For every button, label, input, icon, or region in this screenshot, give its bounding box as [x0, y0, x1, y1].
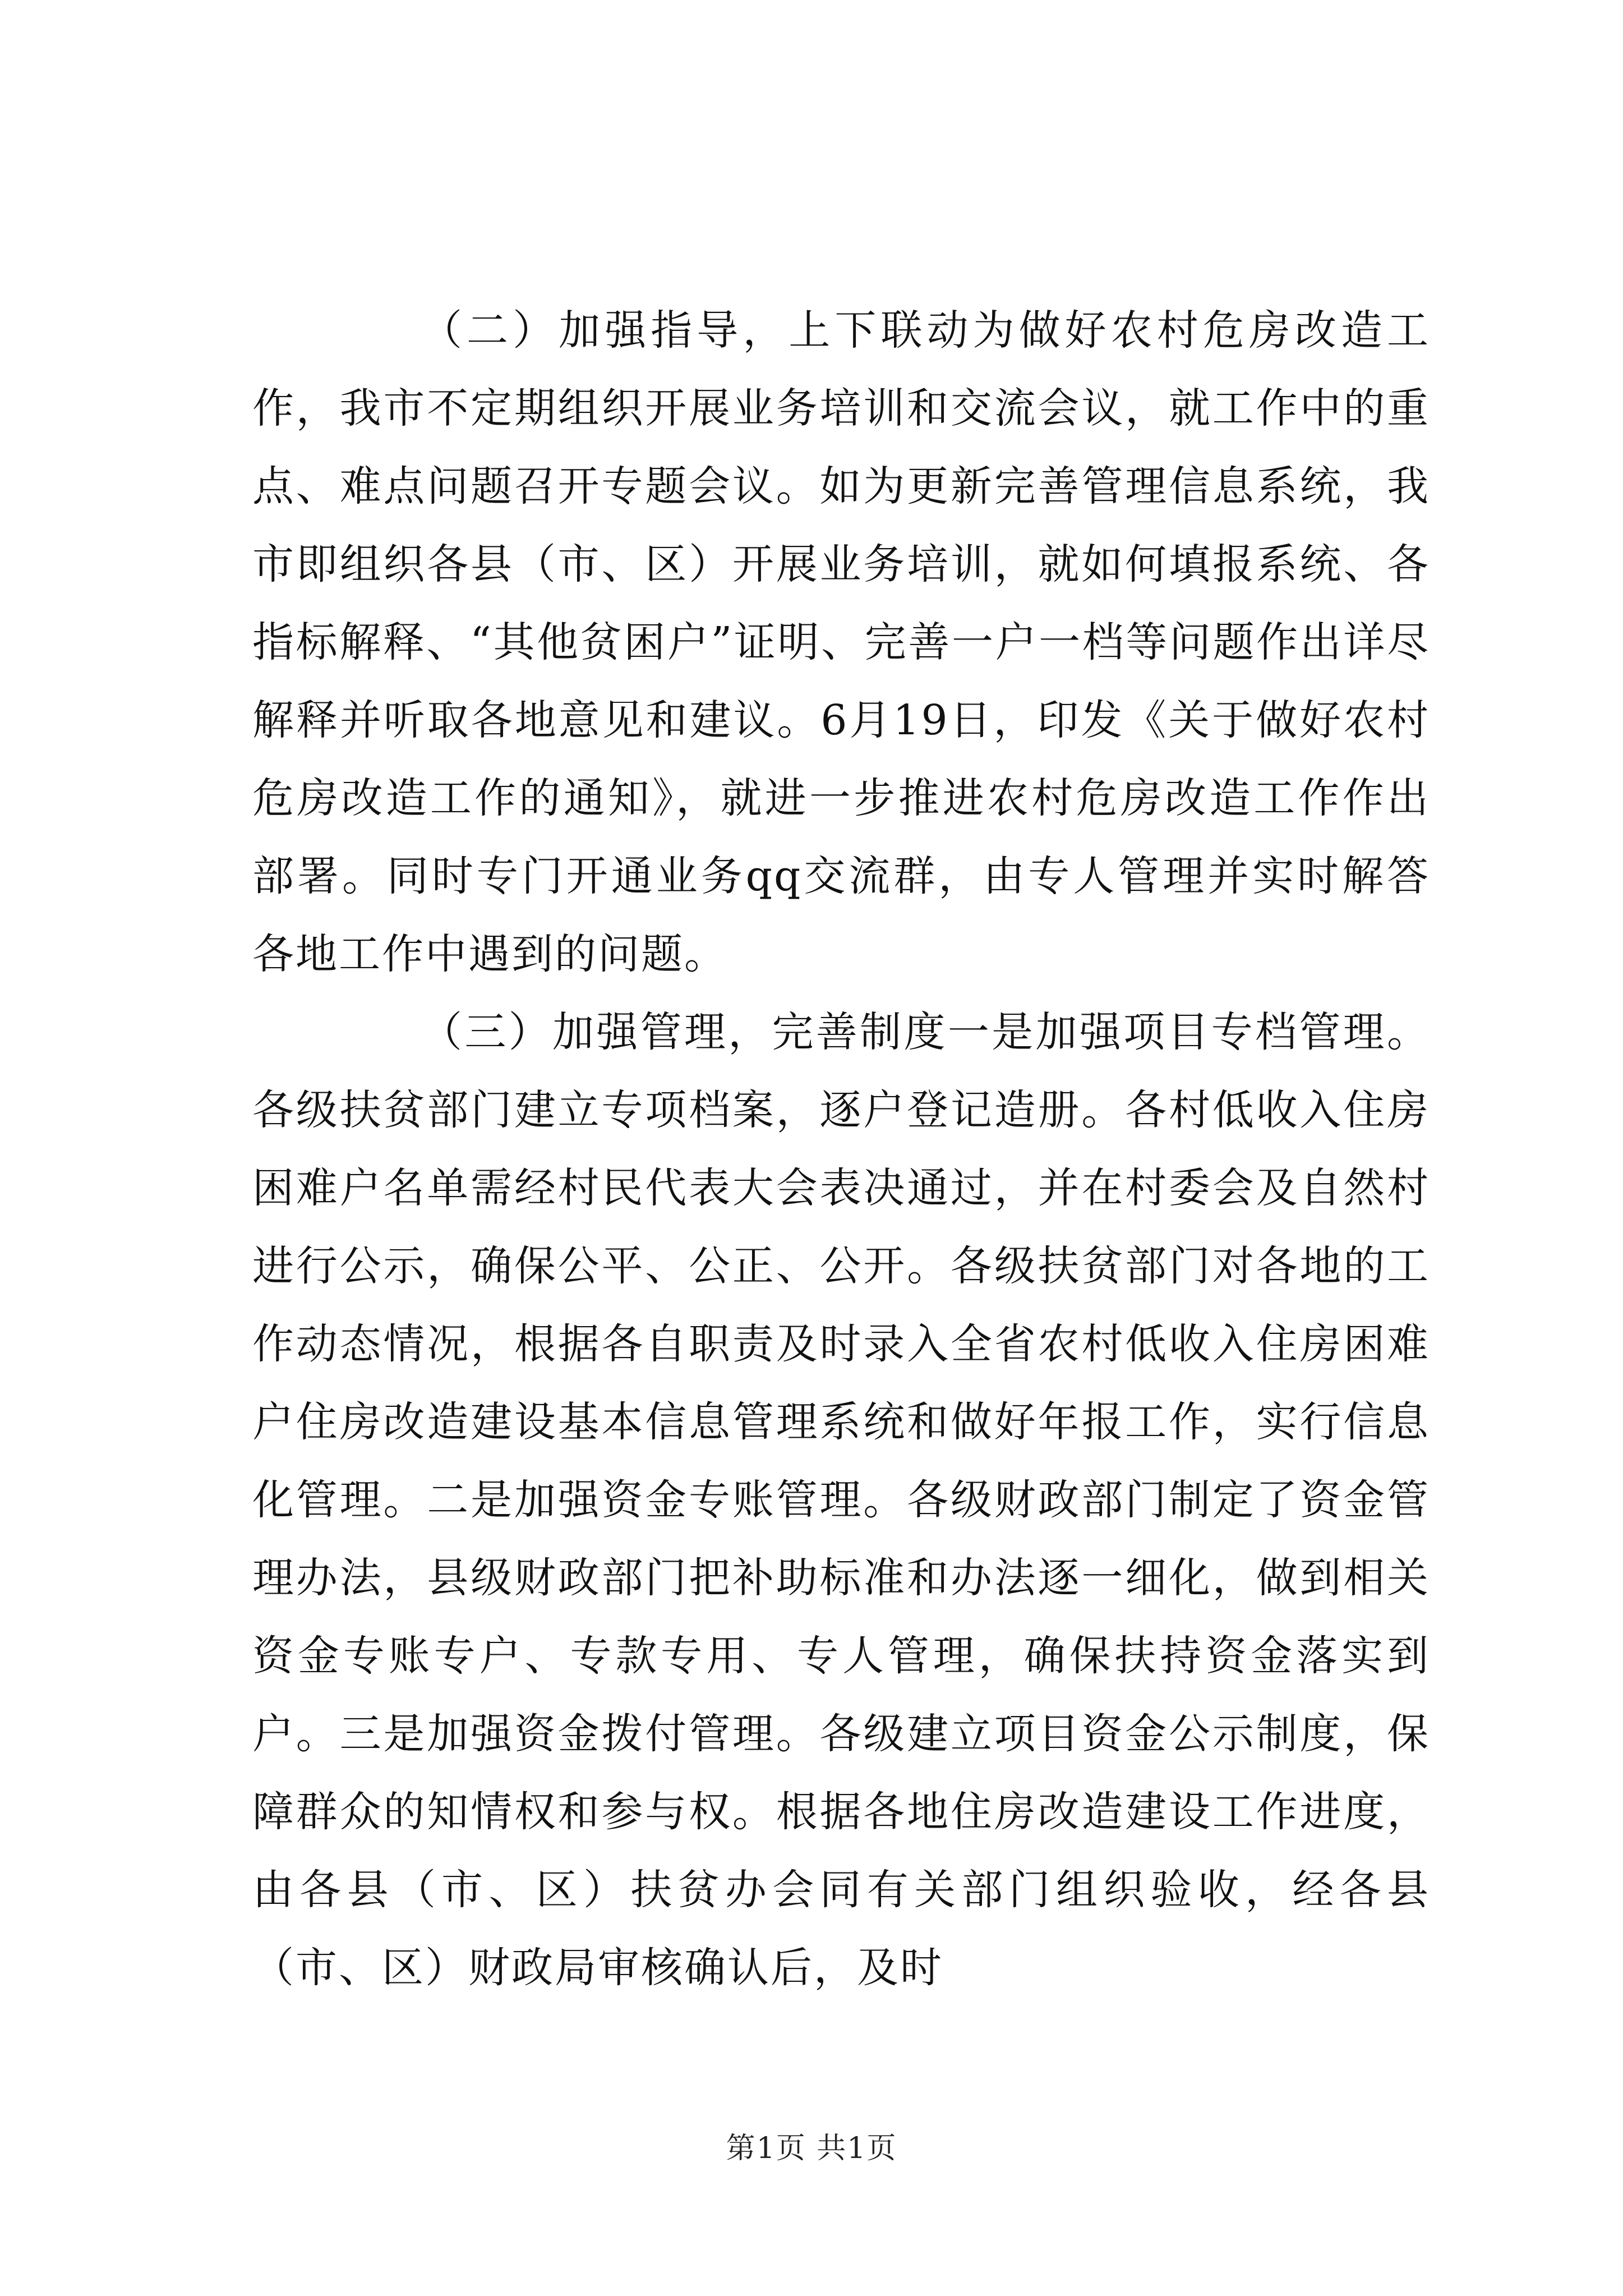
document-body [252, 292, 1430, 2007]
paragraph-guidance: （二）加强指导，上下联动为做好农村危房改造工作，我市不定期组织开展业务培训和交流会议，就工作中的重点、难点问题召开专题会议。如为更新完善管理信息系统，我市即组织各县（市、区）开展业务培训，就如何填报系统、各指标解释、“其他贫困户”证明、完善一户一档等问题作出详尽解释并听取各地意见和建议。6月19日，印发《关于做好农村危房改造工作的通知》，就进一步推进农村危房改造工作作出部署。同时专门开通业务qq交流群，由专人管理并实时解答各地工作中遇到的问题。 [252, 306, 1430, 978]
page-number-footer: 第1页 共1页 [726, 2132, 897, 2165]
paragraph-management: （三）加强管理，完善制度一是加强项目专档管理。各级扶贫部门建立专项档案，逐户登记造册。各村低收入住房困难户名单需经村民代表大会表决通过，并在村委会及自然村进行公示，确保公平、公正、公开。各级扶贫部门对各地的工作动态情况，根据各自职责及时录入全省农村低收入住房困难户住房改造建设基本信息管理系统和做好年报工作，实行信息化管理。二是加强资金专账管理。各级财政部门制定了资金管理办法，县级财政部门把补助标准和办法逐一细化，做到相关资金专账专户、专款专用、专人管理，确保扶持资金落实到户。三是加强资金拨付管理。各级建立项目资金公示制度，保障群众的知情权和参与权。根据各地住房改造建设工作进度，由各县（市、区）扶贫办会同有关部门组织验收，经各县（市、区）财政局审核确认后，及时 [252, 1008, 1430, 1992]
